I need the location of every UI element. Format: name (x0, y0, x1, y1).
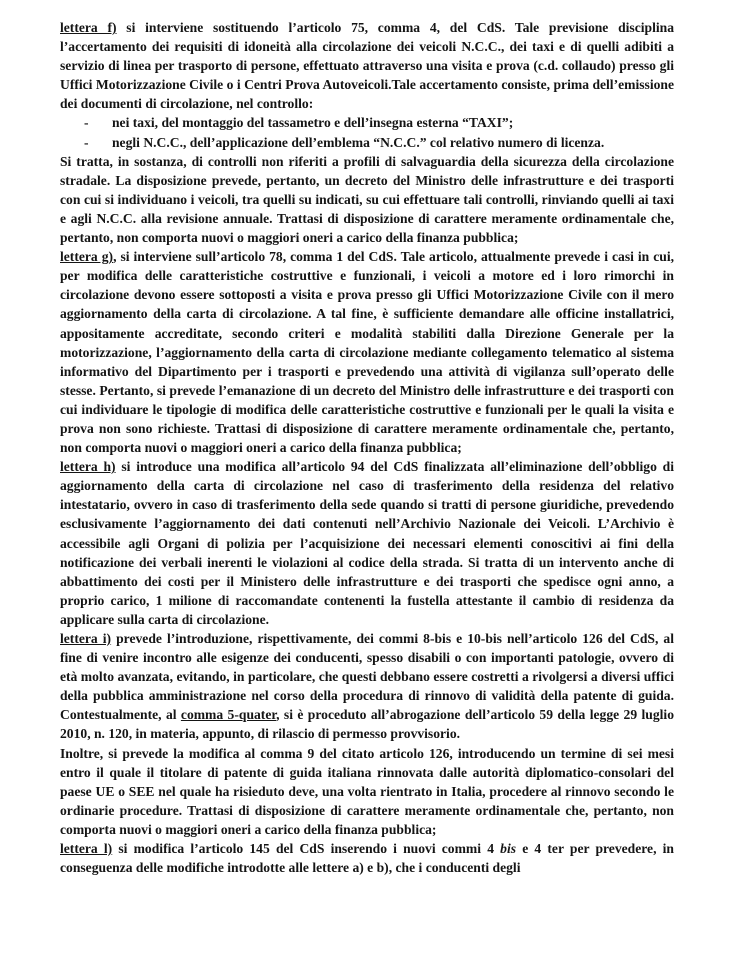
lettera-i-text: prevede l’introduzione, rispettivamente, dei commi 8-bis e 10-bis nell’articolo 126 del CdS, al fine di venire incontro alle esigenze dei conducenti, spesso disabili o con importanti patologie, ovvero di età molto avanzata, evitando, in particolare, che questi debbano essere costretti a rivolgersi a diversi uffici della pubblica amministrazione nel corso della procedura di rinnovo di validità della patente di guida. Contestualmente, al (60, 631, 674, 723)
lettera-l-text-a: si modifica l’articolo 145 del CdS inserendo i nuovi commi 4 (112, 841, 501, 857)
paragraph-lettera-l (60, 839, 674, 877)
lettera-g-label: lettera g) (60, 249, 114, 265)
dash-icon: - (84, 115, 89, 131)
bullet-text: negli N.C.C., dell’applicazione dell’emblema “N.C.C.” col relativo numero di licenza. (112, 134, 605, 150)
comma-5-quater-ref: comma 5-quater (180, 707, 277, 723)
bullet-text: nei taxi, del montaggio del tassametro e dell’insegna esterna “TAXI”; (112, 115, 514, 131)
lettera-l-label: lettera l) (60, 841, 113, 857)
lettera-f-after: Si tratta, in sostanza, di controlli non riferiti a profili di salvaguardia della sicurezza della circolazione stradale. La disposizione prevede, pertanto, un decreto del Ministro delle infrastrutture e dei trasporti con cui si individuano i veicoli, tra quelli su indicati, su cui effettuare tali controlli, rinviando quelli ai taxi e agli N.C.C. alla revisione annuale. Trattasi di disposizione di carattere meramente ordinamentale che, pertanto, non comporta nuovi o maggiori oneri a carico della finanza pubblica; (60, 153, 674, 246)
lettera-f-bullets (60, 113, 674, 151)
lettera-l-text-b: e 4 ter per prevedere, in conseguenza delle modifiche introdotte alle lettere a) e b), che i conducenti degli (60, 841, 674, 876)
bis-italic: bis (500, 841, 517, 857)
document-page (60, 18, 674, 877)
lettera-h-text: si introduce una modifica all’articolo 94 del CdS finalizzata all’eliminazione dell’obbligo di aggiornamento della carta di circolazione nel caso di trasferimento della residenza del relativo intestatario, ovvero in caso di trasferimento della sede quando si tratti di persone giuridiche, prevedendo esclusivamente l’aggiornamento dei dati contenuti nell’Archivio Nazionale dei Veicoli. L’Archivio è accessibile agli Organi di polizia per l’acquisizione dei necessari elementi conoscitivi ai fini della notificazione dei verbali inerenti le violazioni al codice della strada. Si tratta di un intervento anche di abbattimento dei costi per il Ministero delle infrastrutture e dei trasporti che spedisce ogni anno, a proprio carico, 1 milione di raccomandate contenenti la fustella attestante il cambio di residenza da applicare sulla carta di circolazione. (60, 459, 674, 627)
paragraph-inoltre: Inoltre, si prevede la modifica al comma 9 del citato articolo 126, introducendo un termine di sei mesi entro il quale il titolare di patente di guida italiana rinnovata dalle autorità diplomatico-consolari del paese UE o SEE nel quale ha risieduto deve, una volta rientrato in Italia, procedere al rinnovo secondo le ordinarie procedure. Trattasi di disposizione di carattere meramente ordinamentale che, pertanto, non comporta nuovi o maggiori oneri a carico della finanza pubblica; (60, 745, 674, 837)
paragraph-lettera-i (60, 629, 674, 744)
paragraph-lettera-h (60, 457, 674, 629)
bullet-item (60, 113, 674, 132)
lettera-i-label: lettera i) (60, 631, 112, 646)
paragraph-lettera-g (60, 247, 674, 457)
lettera-f-text: si interviene sostituendo l’articolo 75, comma 4, del CdS. Tale previsione disciplina l’accertamento dei requisiti di idoneità alla circolazione dei veicoli N.C.C., dei taxi e di quelli adibiti a servizio di linea per trasporto di persone, effettuato attraverso una visita e prova (c.d. collaudo) presso gli Uffici Motorizzazione Civile o i Centri Prova Autoveicoli.Tale accertamento consiste, prima dell’emissione dei documenti di circolazione, nel controllo: (60, 20, 674, 112)
paragraph-lettera-f (60, 18, 674, 113)
lettera-h-label: lettera h) (60, 459, 116, 475)
bullet-item (60, 133, 674, 152)
lettera-f-label: lettera f) (60, 20, 117, 35)
lettera-i-text-2: , si è proceduto all’abrogazione dell’articolo 59 della legge 29 luglio 2010, n. 120, in materia, appunto, di rilascio di permesso provvisorio. (60, 707, 674, 742)
lettera-g-text: , si interviene sull’articolo 78, comma 1 del CdS. Tale articolo, attualmente prevede i casi in cui, per modifica delle caratteristiche costruttive e funzionali, i veicoli a motore ed i loro rimorchi in circolazione devono essere sottoposti a visita e prova presso gli Uffici Motorizzazione Civile con il mero aggiornamento della carta di circolazione. A tal fine, è sufficiente demandare alle officine installatrici, appositamente accreditate, secondo criteri e modalità stabiliti dalla Direzione Generale per la motorizzazione, l’aggiornamento della carta di circolazione mediante collegamento telematico al sistema informativo del Dipartimento per i trasporti e prevedendo una attività di vigilanza sull’operato delle stesse. Pertanto, si prevede l’emanazione di un decreto del Ministro delle infrastrutture e dei trasporti con cui individuare le tipologie di modifica delle caratteristiche costruttive e funzionali per le quali la visita e prova non sono richieste. Trattasi di disposizione di carattere meramente ordinamentale che, pertanto, non comporta nuovi o maggiori oneri a carico della finanza pubblica; (60, 249, 674, 456)
dash-icon: - (84, 134, 89, 150)
